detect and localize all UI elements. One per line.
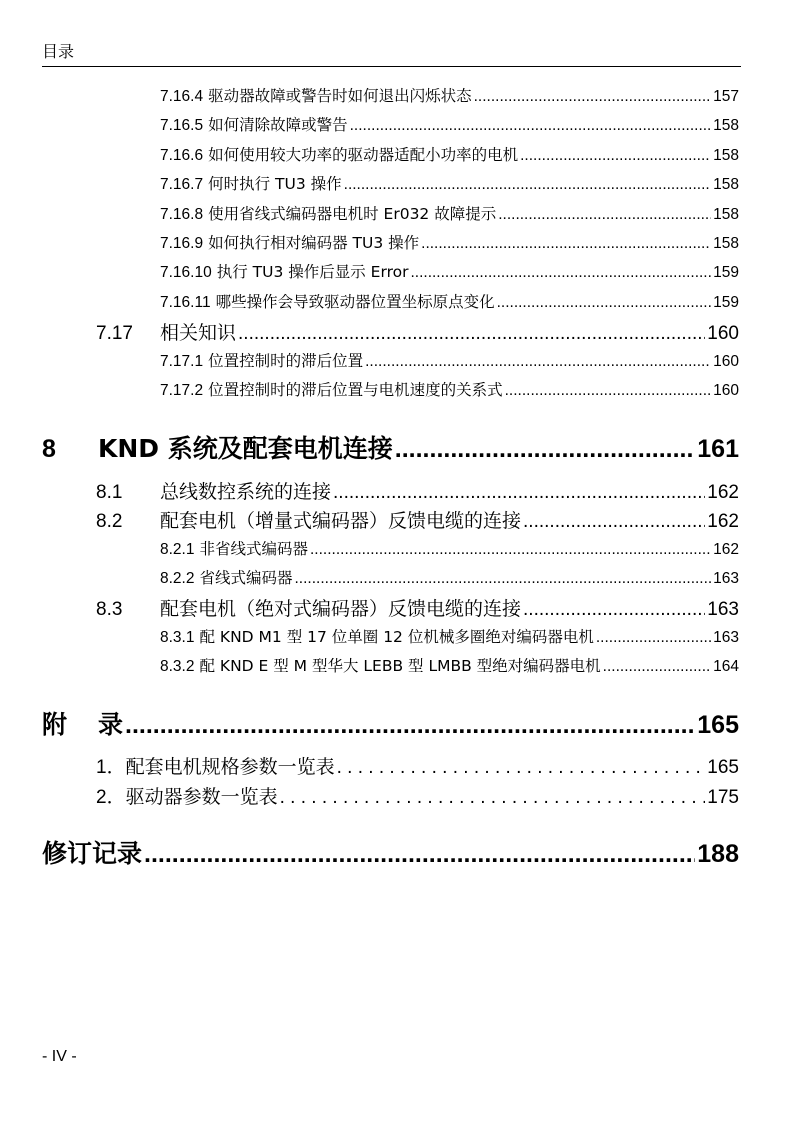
toc-leader [295,570,712,588]
toc-leader [344,176,711,194]
toc-leader [410,264,711,282]
toc-leader [523,511,705,533]
toc-leader [350,117,712,135]
toc-leader [337,757,706,779]
toc-entry[interactable] [160,113,739,135]
toc-chapter[interactable] [42,834,739,870]
toc-entry[interactable] [160,537,739,559]
toc-entry[interactable] [96,752,739,779]
toc-page: 158 [713,147,739,164]
toc-number: 8.3.1 [160,629,195,646]
toc-title: 配 KND E 型 M 型华大 LEBB 型 LMBB 型绝对编码器电机 [199,657,601,675]
toc-page: 160 [713,382,739,399]
toc-number: 7.16.5 [160,117,204,134]
toc-entry[interactable] [160,260,739,282]
toc-number: 7.17.1 [160,353,204,370]
toc-entry[interactable] [160,378,739,400]
toc-number: 8.2.1 [160,541,195,558]
toc-number: 7.16.7 [160,176,204,193]
toc-number: 7.16.4 [160,88,204,105]
toc-entry[interactable] [160,202,739,224]
toc-page: 165 [707,757,739,778]
toc-number: 8.2.2 [160,570,195,587]
toc-page: 162 [707,511,739,532]
toc-number: 7.17.2 [160,382,204,399]
toc-page: 161 [697,435,739,463]
toc-page: 162 [707,482,739,503]
toc-number: 7.16.9 [160,235,204,252]
toc-page: 160 [707,323,739,344]
page-number: - IV - [42,1048,77,1065]
toc-entry[interactable] [96,477,739,504]
toc-title: 如何执行相对编码器 TU3 操作 [208,234,420,252]
toc-leader [498,206,711,224]
toc-entry[interactable] [160,290,739,312]
toc-leader [238,323,705,345]
toc-leader [603,658,711,676]
toc-title: 执行 TU3 操作后显示 Error [216,263,409,281]
toc-title: KND 系统及配套电机连接 [98,434,393,463]
toc-entry[interactable] [96,318,739,345]
toc-title: 位置控制时的滞后位置 [208,352,364,370]
toc-entry[interactable] [160,84,739,106]
toc-number: 7.16.10 [160,264,212,281]
toc-number: 7.16.6 [160,147,204,164]
toc-number: 8.3 [96,599,123,620]
toc-entry[interactable] [160,654,739,676]
toc-title: 如何使用较大功率的驱动器适配小功率的电机 [208,146,519,164]
toc-entry[interactable] [160,172,739,194]
toc-title: 配 KND M1 型 17 位单圈 12 位机械多圈绝对编码器电机 [199,628,594,646]
toc-page: 158 [713,206,739,223]
toc-number: 8.3.2 [160,658,195,675]
toc-leader [365,353,711,371]
toc-title: 省线式编码器 [199,569,293,587]
toc-page: 163 [713,629,739,646]
toc-page: 158 [713,176,739,193]
toc-number: 8.2 [96,511,123,532]
toc-title: 相关知识 [160,322,237,344]
toc-number: 8 [42,435,56,463]
toc-entry[interactable] [160,349,739,371]
toc-number: 8.1 [96,482,123,503]
toc-page: 162 [713,541,739,558]
toc-entry[interactable] [160,566,739,588]
toc-leader [395,435,696,464]
toc-leader [280,787,706,809]
toc-page: 157 [713,88,739,105]
toc-title: 如何清除故障或警告 [208,116,348,134]
toc-leader [310,541,711,559]
toc-leader [421,235,711,253]
toc-page: 164 [713,658,739,675]
toc-page: 160 [713,353,739,370]
toc-page: 159 [713,264,739,281]
toc-chapter[interactable] [42,429,739,465]
toc-number: 7.17 [96,323,133,344]
toc-title: 修订记录 [42,839,143,868]
toc-title: 驱动器故障或警告时如何退出闪烁状态 [208,87,472,105]
toc-number: 7.16.8 [160,206,204,223]
toc-title: 位置控制时的滞后位置与电机速度的关系式 [208,381,503,399]
toc-leader [144,840,695,869]
toc-leader [520,147,711,165]
toc-number: 1． [96,757,126,778]
toc-title: 总线数控系统的连接 [160,481,332,503]
toc-number: 2． [96,787,126,808]
toc-title: 驱动器参数一览表 [125,786,278,808]
toc-page: 158 [713,235,739,252]
toc-page: 163 [707,599,739,620]
toc-leader [596,629,711,647]
toc-title: 何时执行 TU3 操作 [208,175,342,193]
toc-page: 163 [713,570,739,587]
toc-leader [523,599,705,621]
toc-title: 使用省线式编码器电机时 Er032 故障提示 [208,205,497,223]
toc-number: 7.16.11 [160,294,211,311]
toc-number: 附 [42,711,68,739]
toc-title: 录 [98,710,124,739]
toc-page: 175 [707,787,739,808]
toc-entry[interactable] [160,231,739,253]
toc-title: 配套电机规格参数一览表 [125,756,335,778]
toc-title: 配套电机（增量式编码器）反馈电缆的连接 [160,510,522,532]
toc-entry[interactable] [96,506,739,533]
toc-chapter[interactable] [42,705,739,741]
toc-entry[interactable] [160,143,739,165]
toc-page: 165 [697,711,739,739]
toc-title: 非省线式编码器 [199,540,308,558]
toc-leader [333,482,705,504]
toc-title: 配套电机（绝对式编码器）反馈电缆的连接 [160,598,522,620]
toc-page: 159 [713,294,739,311]
toc-leader [125,711,695,740]
toc-title: 哪些操作会导致驱动器位置坐标原点变化 [215,293,495,311]
toc-entry[interactable] [160,625,739,647]
toc-page: 188 [697,840,739,868]
toc-entry[interactable] [96,782,739,809]
toc-leader [474,88,712,106]
toc-entry[interactable] [96,594,739,621]
running-header: 目录 [42,40,741,67]
toc-leader [497,294,712,312]
toc-leader [505,382,712,400]
toc-page: 158 [713,117,739,134]
